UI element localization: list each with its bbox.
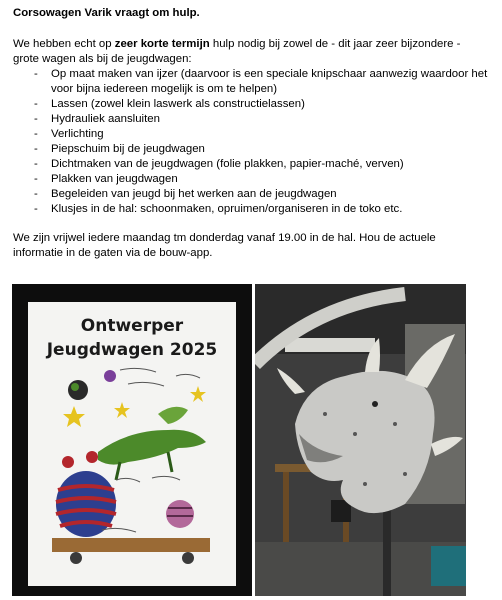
star-illustration [190, 386, 206, 402]
bullet-dash: - [34, 188, 38, 200]
wagon-base-illustration [52, 538, 210, 552]
bullet-dash: - [34, 68, 38, 80]
task-list [13, 67, 497, 217]
star-illustration [63, 406, 85, 427]
schedule-paragraph [13, 231, 497, 261]
task-text: Piepschuim bij de jeugdwagen [51, 143, 205, 155]
poster-title-line2: Jeugdwagen 2025 [46, 340, 218, 360]
blue-crate [431, 546, 466, 586]
task-text: Lassen (zowel klein laswerk als constructielassen) [51, 98, 305, 110]
list-item [13, 157, 497, 172]
task-text: Klusjes in de hal: schoonmaken, opruimen/organiseren in de toko etc. [51, 203, 403, 215]
intro-text-line2: grote wagen als bij de jeugdwagen: [13, 53, 192, 65]
poster-title-line1: Ontwerper [80, 316, 184, 336]
list-item [13, 187, 497, 202]
list-item [13, 142, 497, 157]
sculpture-photo [255, 284, 466, 596]
list-item [13, 67, 497, 97]
bullet-dash: - [34, 173, 38, 185]
intro-paragraph [13, 37, 497, 67]
intro-text-start: We hebben echt op [13, 38, 115, 50]
ceiling-light [285, 338, 375, 352]
task-text: Verlichting [51, 128, 104, 140]
list-item [13, 112, 497, 127]
bullet-dash: - [34, 143, 38, 155]
bullet-dash: - [34, 98, 38, 110]
bullet-dash: - [34, 128, 38, 140]
poster-photo [12, 284, 252, 596]
green-dragon-illustration [98, 430, 206, 465]
workshop-scene [255, 284, 466, 596]
document-body [13, 6, 497, 261]
list-item [13, 172, 497, 187]
striped-ball-illustration [56, 471, 116, 537]
schedule-text-line2: informatie in de gaten via de bouw-app. [13, 247, 213, 259]
sculpture-stand [383, 510, 391, 596]
task-text: Hydrauliek aansluiten [51, 113, 160, 125]
swirl-illustration [104, 370, 116, 382]
poster-drawing [28, 302, 236, 586]
document-title: Corsowagen Varik vraagt om hulp. [13, 7, 200, 19]
task-text: Op maat maken van ijzer (daarvoor is een speciale knipschaar aanwezig waardoor het [51, 68, 488, 80]
bullet-dash: - [34, 203, 38, 215]
schedule-text-line1: We zijn vrijwel iedere maandag tm donderdag vanaf 19.00 in de hal. Hou de actuele [13, 232, 436, 244]
list-item [13, 127, 497, 142]
pink-ball-illustration [166, 500, 194, 528]
small-planet-illustration [68, 380, 88, 400]
list-item [13, 97, 497, 112]
task-text-continued: voor bijna iedereen mogelijk is om te helpen) [51, 83, 278, 95]
task-text: Begeleiden van jeugd bij het werken aan de jeugdwagen [51, 188, 337, 200]
red-mushroom-illustration [62, 456, 74, 468]
list-item [13, 202, 497, 217]
intro-bold-text: zeer korte termijn [114, 38, 210, 50]
bullet-dash: - [34, 113, 38, 125]
star-illustration [114, 402, 130, 418]
design-poster [28, 302, 236, 586]
task-text: Plakken van jeugdwagen [51, 173, 178, 185]
bullet-dash: - [34, 158, 38, 170]
task-text: Dichtmaken van de jeugdwagen (folie plakken, papier-maché, verven) [51, 158, 404, 170]
intro-text-end: hulp nodig bij zowel de - dit jaar zeer bijzondere - [209, 38, 461, 50]
